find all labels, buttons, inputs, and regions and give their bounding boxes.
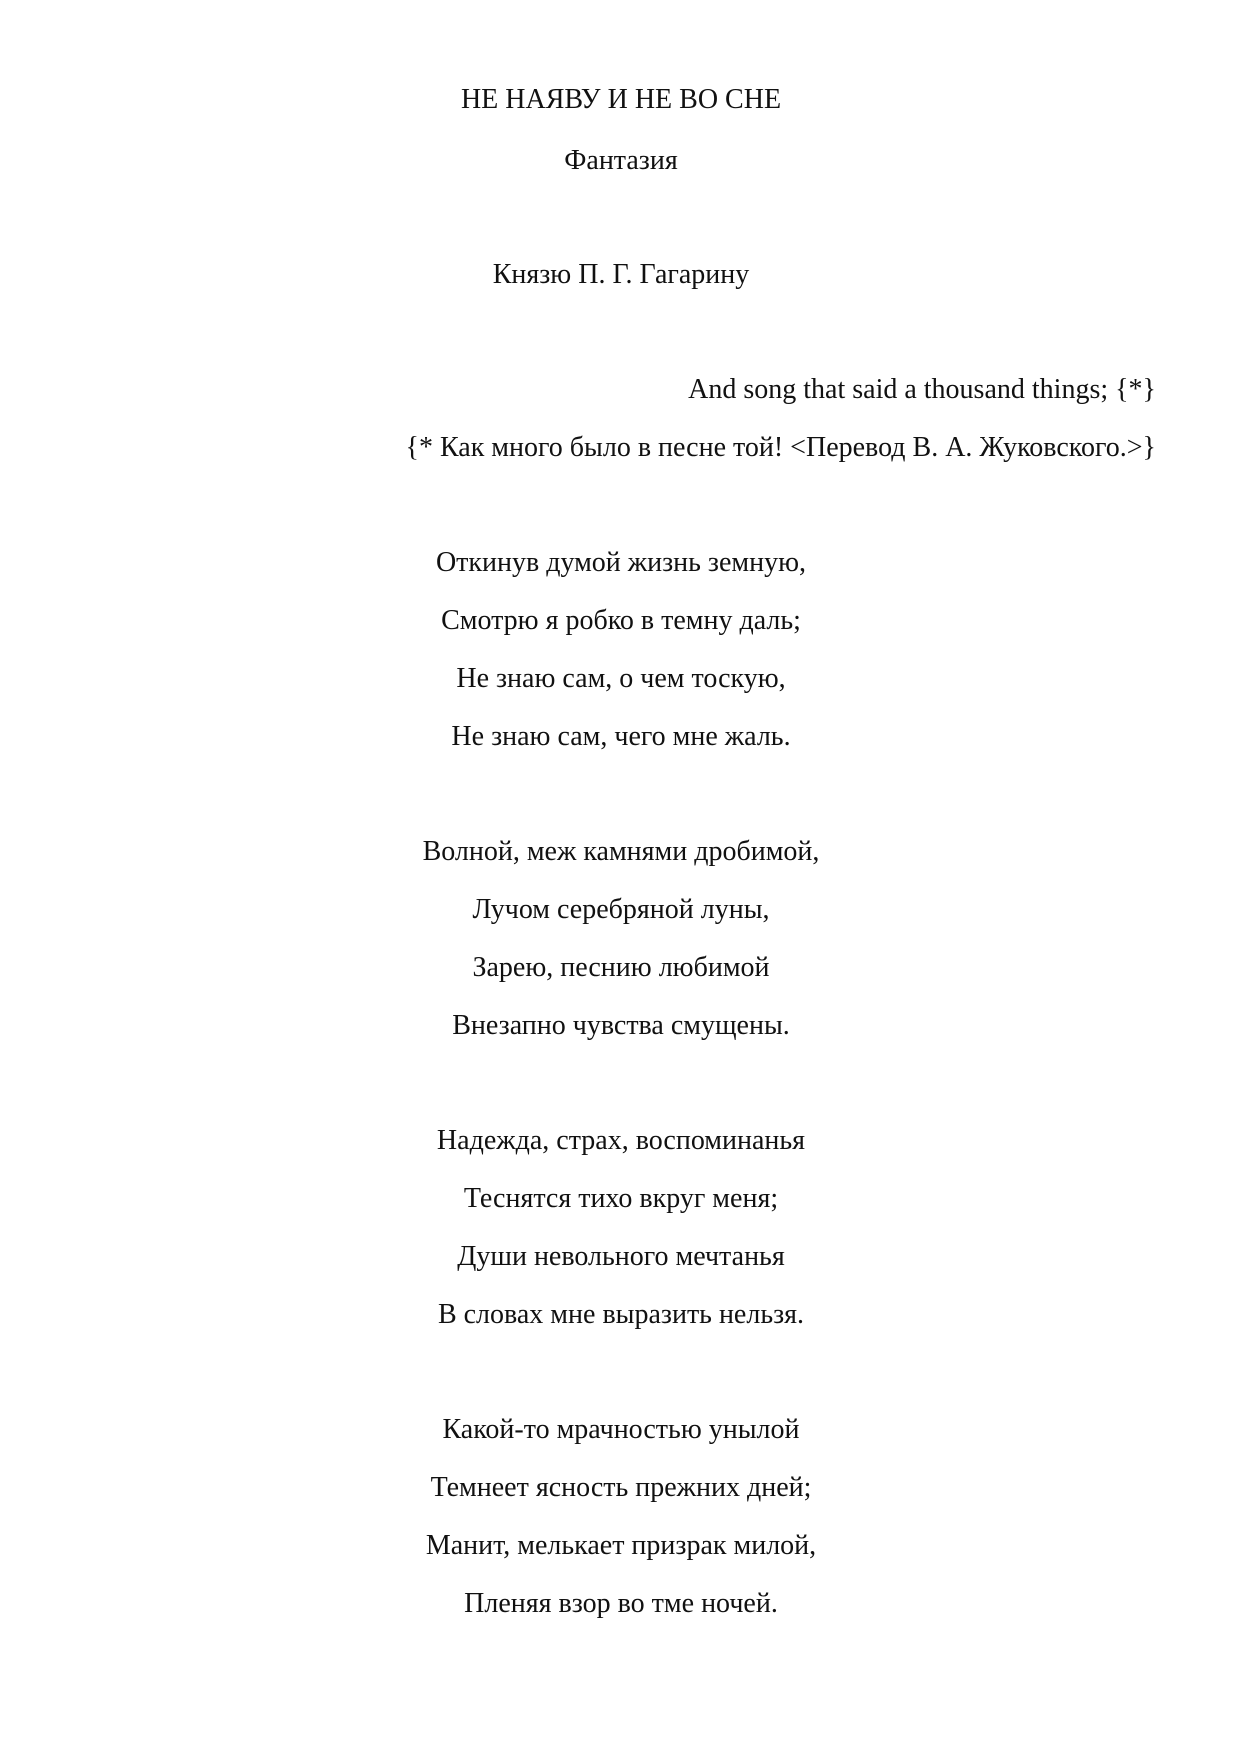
poem-line: Пленяя взор во тме ночей. <box>464 1588 778 1619</box>
poem-line: Зарею, песнию любимой <box>472 952 770 983</box>
poem-line: Какой-то мрачностью унылой <box>442 1414 800 1445</box>
poem-line: Откинув думой жизнь земную, <box>435 547 807 578</box>
poem-line: Не знаю сам, чего мне жаль. <box>451 721 791 752</box>
document-subtitle: Фантазия <box>564 145 678 176</box>
poem-line: Теснятся тихо вкруг меня; <box>463 1183 779 1214</box>
epigraph-footnote: {* Как много было в песне той! <Перевод В. А. Жуковского.>} <box>405 432 1156 463</box>
poem-line: Смотрю я робко в темну даль; <box>441 605 801 636</box>
dedication: Князю П. Г. Гагарину <box>492 259 750 290</box>
poem-line: В словах мне выразить нельзя. <box>437 1299 805 1330</box>
poem-line: Волной, меж камнями дробимой, <box>422 836 820 867</box>
document-title: НЕ НАЯВУ И НЕ ВО СНЕ <box>460 84 782 115</box>
poem-line: Души невольного мечтанья <box>457 1241 785 1272</box>
poem-line: Внезапно чувства смущены. <box>452 1010 790 1041</box>
epigraph-text: And song that said a thousand things; {*} <box>688 374 1156 405</box>
poem-line: Лучом серебряной луны, <box>472 894 770 925</box>
poem-line: Темнеет ясность прежних дней; <box>430 1472 812 1503</box>
poem-line: Не знаю сам, о чем тоскую, <box>456 663 786 694</box>
poem-line: Надежда, страх, воспоминанья <box>436 1125 806 1156</box>
poem-line: Манит, мелькает призрак милой, <box>425 1530 817 1561</box>
